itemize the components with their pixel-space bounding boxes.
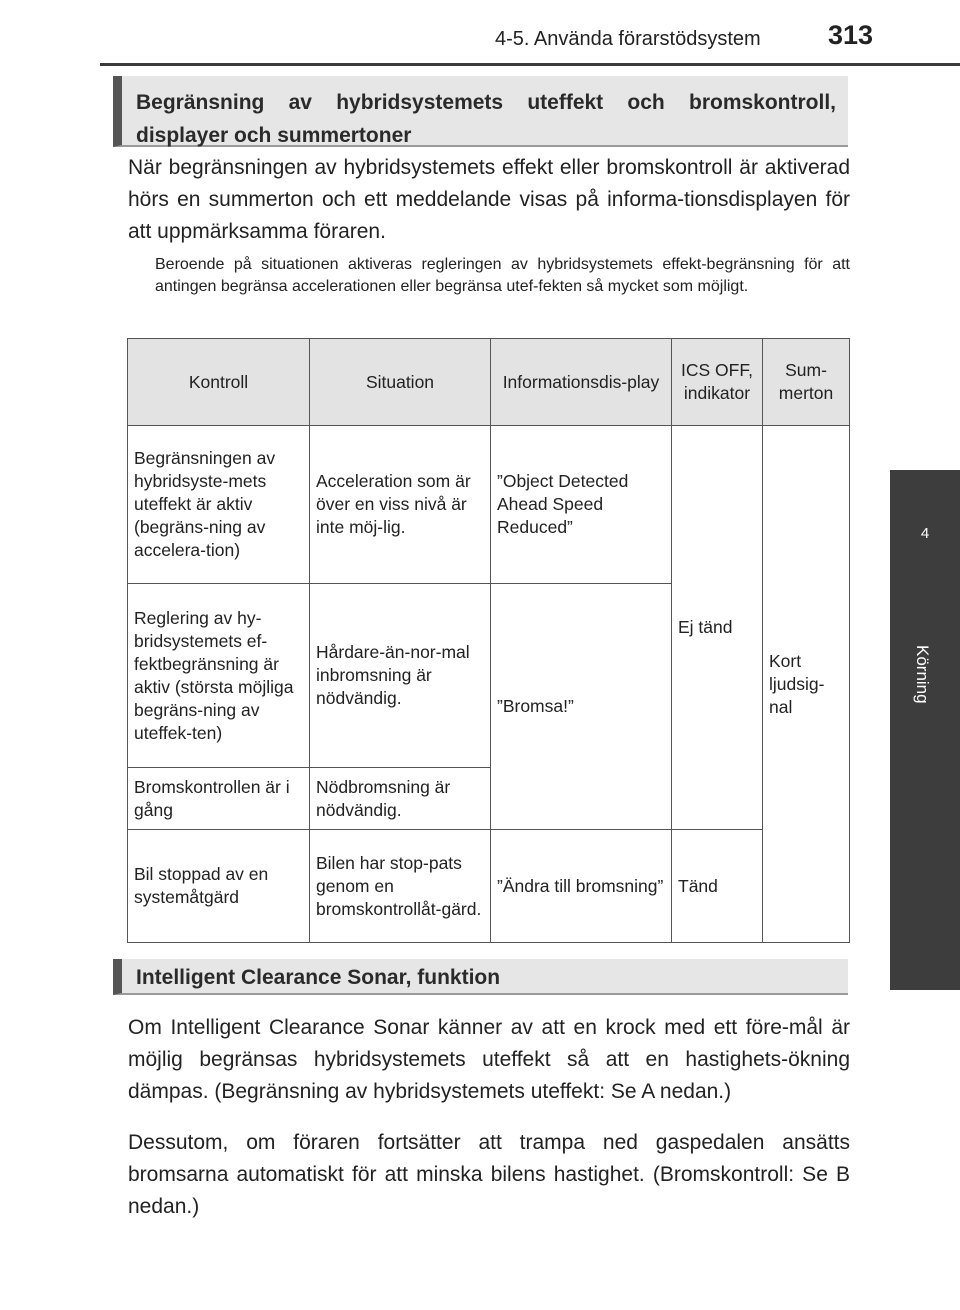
table-cell-display: ”Bromsa!”: [491, 584, 672, 830]
table-cell-kontroll: Begränsningen av hybridsyste-mets uteffekt är aktiv (begräns-ning av accelera-tion): [128, 426, 310, 584]
table-cell-situation: Hårdare-än-nor-mal inbromsning är nödvändig.: [310, 584, 491, 768]
column-header: Situation: [310, 339, 491, 426]
table-cell-situation: Nödbromsning är nödvändig.: [310, 768, 491, 830]
table-cell-display: ”Ändra till bromsning”: [491, 830, 672, 943]
column-header: Informationsdis-play: [491, 339, 672, 426]
table-cell-indicator: Tänd: [672, 830, 763, 943]
table-cell-kontroll: Bromskontrollen är i gång: [128, 768, 310, 830]
header-section-title: 4-5. Använda förarstödsystem: [495, 28, 761, 50]
intro-paragraph: När begränsningen av hybridsystemets effekt eller bromskontroll är aktiverad hörs en summerton och ett meddelande visas på informa-tionsdisplayen för att uppmärksamma föraren.: [128, 156, 850, 243]
chapter-label: Körning: [913, 645, 932, 704]
control-table: [127, 338, 850, 943]
table-row: [128, 830, 850, 943]
sonar-paragraph-1: Om Intelligent Clearance Sonar känner av att en krock med ett före-mål är möjlig begränsas hybridsystemets uteffekt så att en hastighets-ökning dämpas. (Begränsning av hybridsystemets uteffekt: Se A nedan.): [128, 1016, 850, 1103]
note-paragraph: Beroende på situationen aktiveras regleringen av hybridsystemets effekt-begränsning för att antingen begränsa accelerationen eller begränsa utef-fekten så mycket som möjligt.: [155, 256, 850, 295]
table-cell-kontroll: Bil stoppad av en systemåtgärd: [128, 830, 310, 943]
column-header: Kontroll: [128, 339, 310, 426]
table-cell-situation: Acceleration som är över en viss nivå är inte möj-lig.: [310, 426, 491, 584]
column-header: Sum-merton: [763, 339, 850, 426]
column-header: ICS OFF, indikator: [672, 339, 763, 426]
table-cell-indicator-merged: Ej tänd: [672, 426, 763, 830]
chapter-number: 4: [920, 525, 930, 542]
table-header-row: [128, 339, 850, 426]
sonar-paragraph-2: Dessutom, om föraren fortsätter att trampa ned gaspedalen ansätts bromsarna automatiskt för att minska bilens hastighet. (Bromskontroll: Se B nedan.): [128, 1131, 850, 1218]
table-cell-situation: Bilen har stop-pats genom en bromskontrollåt-gärd.: [310, 830, 491, 943]
section-heading-sonar: Intelligent Clearance Sonar, funktion: [113, 959, 848, 995]
header-divider: [100, 63, 960, 66]
table-cell-display: ”Object Detected Ahead Speed Reduced”: [491, 426, 672, 584]
section-heading-output-limit: Begränsning av hybridsystemets uteffekt och bromskontroll, displayer och summertoner: [113, 76, 848, 147]
chapter-side-tab: [890, 470, 960, 990]
table-cell-buzzer-merged: Kort ljudsig-nal: [763, 426, 850, 943]
table-cell-kontroll: Reglering av hy-bridsystemets ef-fektbegränsning är aktiv (största möjliga begräns-ning av uteffek-ten): [128, 584, 310, 768]
page-number: 313: [828, 20, 874, 50]
table-row: [128, 426, 850, 584]
